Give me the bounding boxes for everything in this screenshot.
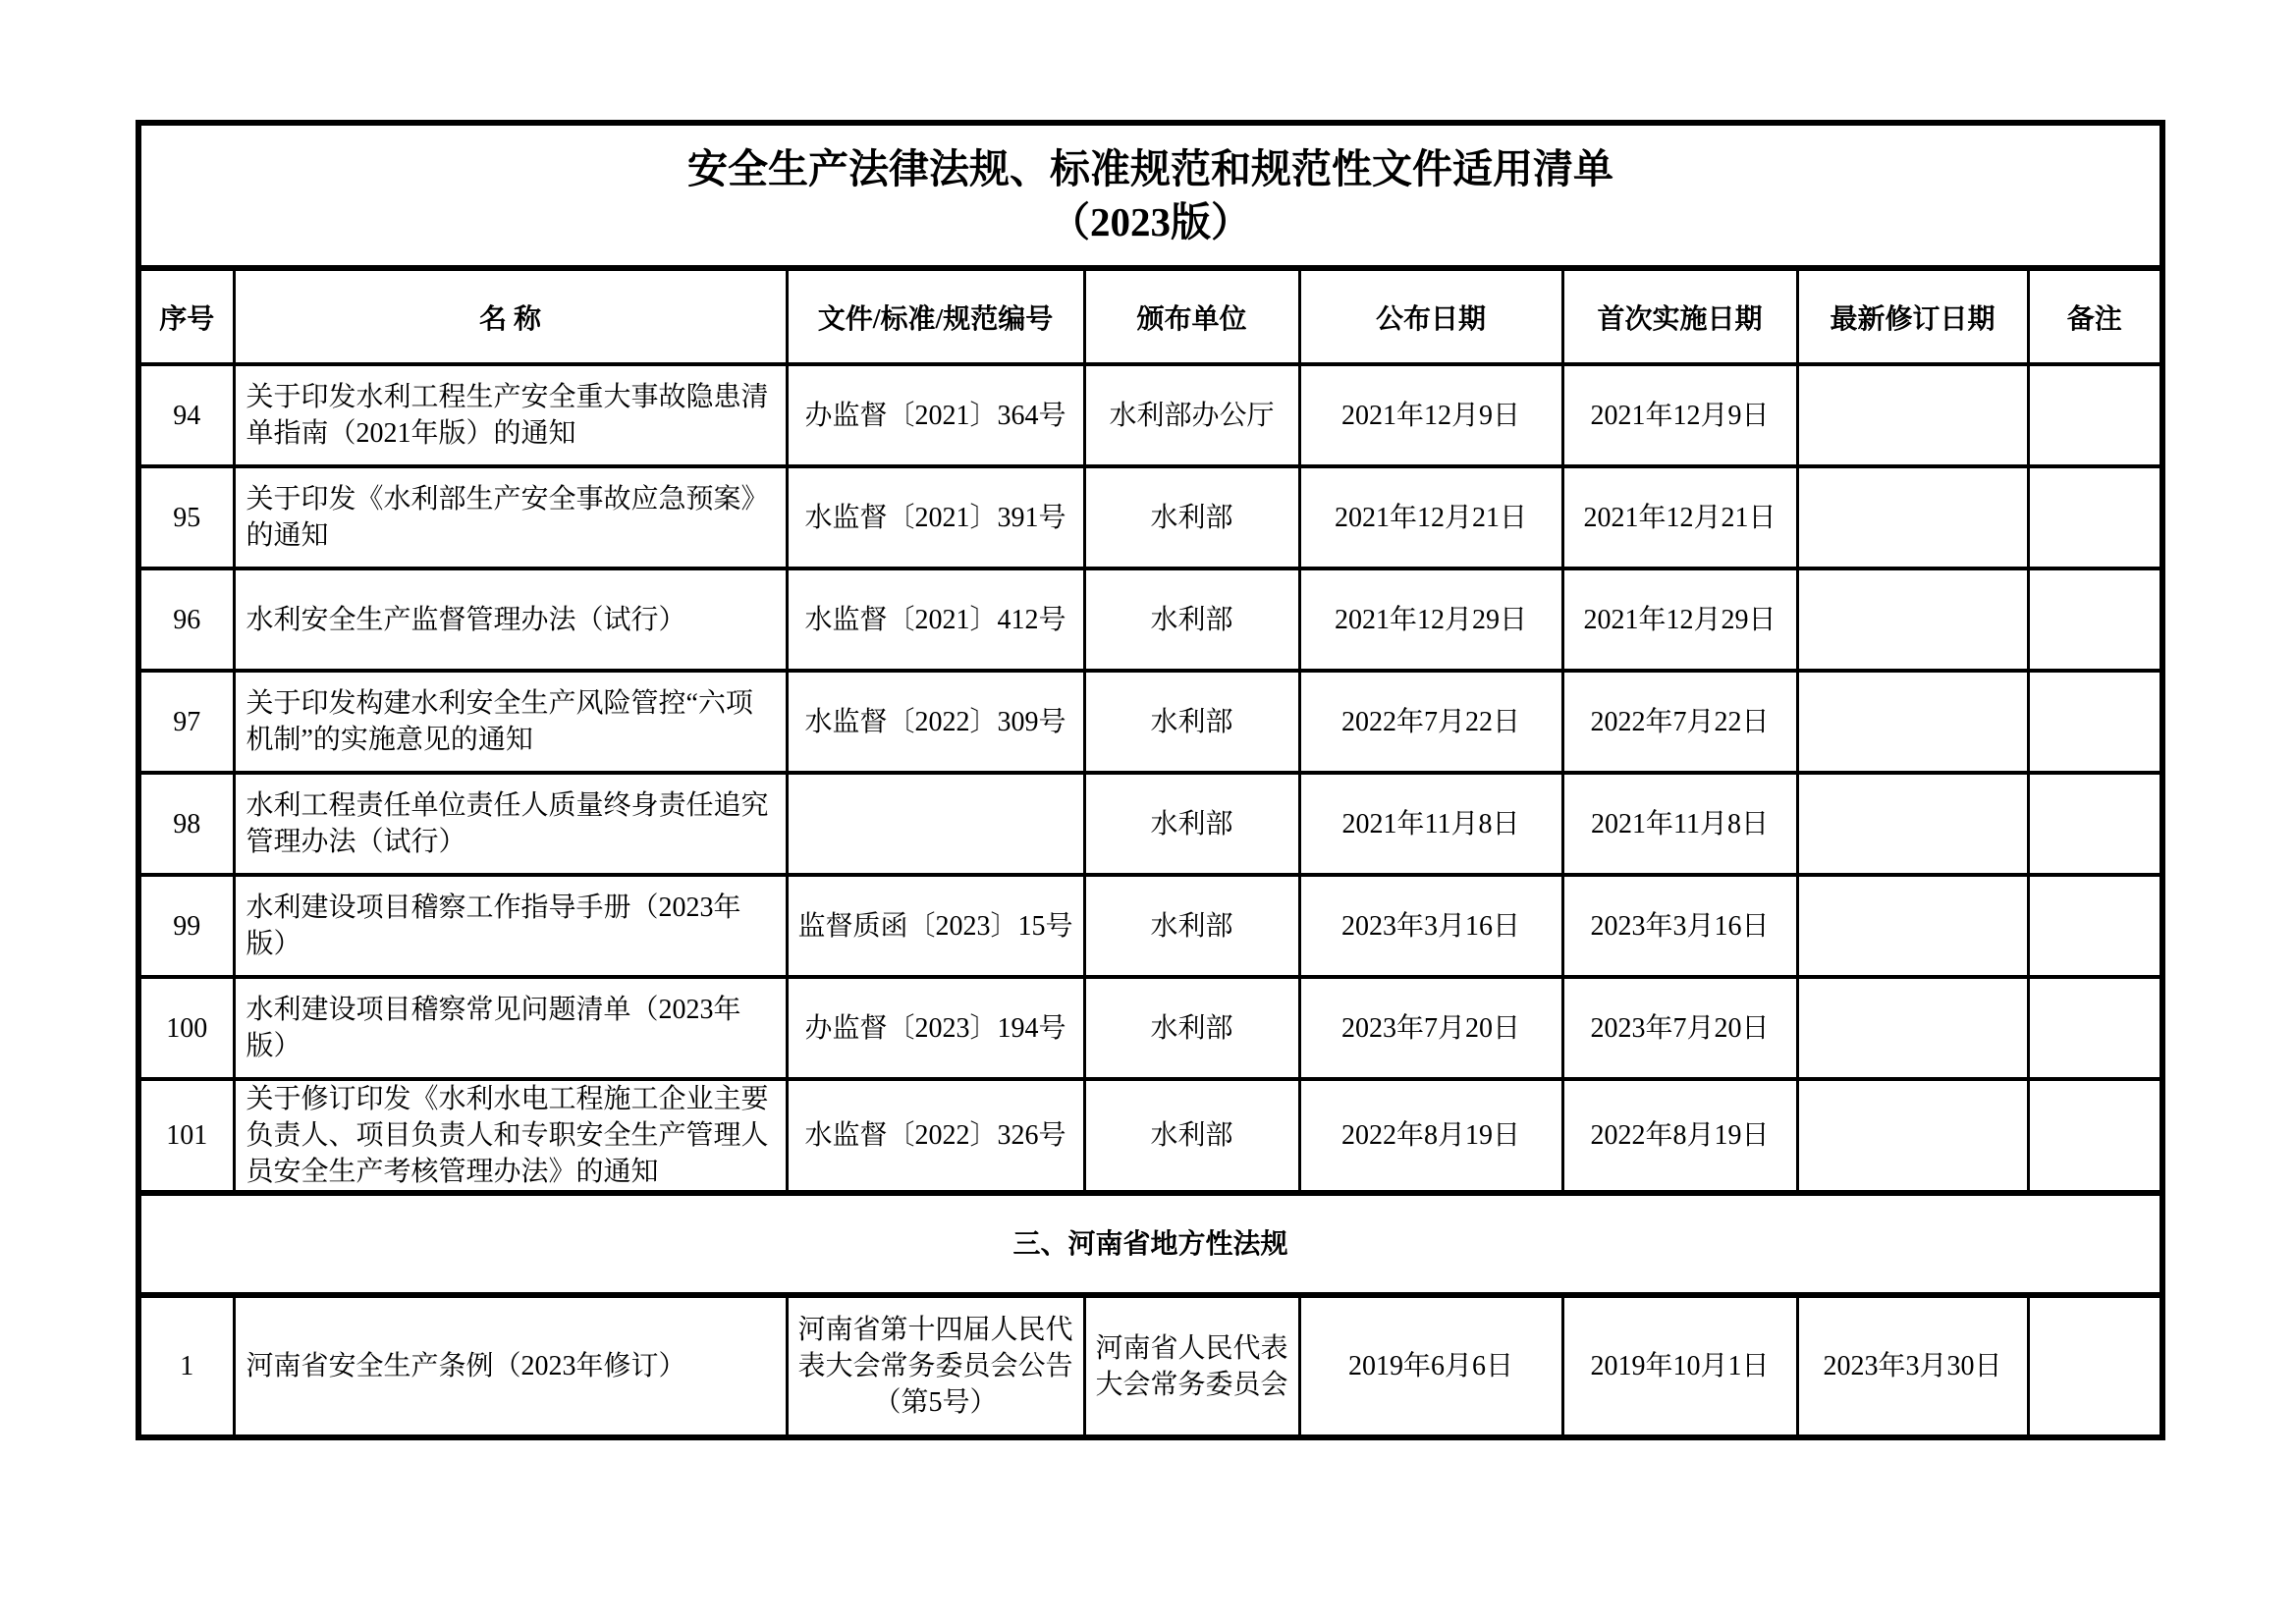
cell-regulation-name: 关于印发水利工程生产安全重大事故隐患清单指南（2021年版）的通知	[234, 364, 787, 466]
regulations-table	[136, 120, 2165, 1440]
title-row	[138, 123, 2162, 268]
table-row	[138, 773, 2162, 875]
cell-publish-date: 2022年8月19日	[1299, 1079, 1562, 1193]
cell-latest-revision-date	[1797, 773, 2028, 875]
cell-regulation-name: 水利安全生产监督管理办法（试行）	[234, 568, 787, 671]
cell-latest-revision-date	[1797, 364, 2028, 466]
cell-document-number: 办监督〔2023〕194号	[787, 977, 1084, 1079]
cell-publish-date: 2023年7月20日	[1299, 977, 1562, 1079]
cell-publish-date: 2022年7月22日	[1299, 671, 1562, 773]
cell-document-number: 水监督〔2021〕391号	[787, 466, 1084, 568]
table-row	[138, 875, 2162, 977]
column-header: 序号	[138, 268, 234, 364]
cell-document-number: 办监督〔2021〕364号	[787, 364, 1084, 466]
cell-remark	[2028, 364, 2162, 466]
column-header: 备注	[2028, 268, 2162, 364]
cell-first-implementation-date: 2022年8月19日	[1562, 1079, 1797, 1193]
cell-remark	[2028, 568, 2162, 671]
table-row	[138, 671, 2162, 773]
cell-document-number: 监督质函〔2023〕15号	[787, 875, 1084, 977]
cell-first-implementation-date: 2021年12月9日	[1562, 364, 1797, 466]
column-header: 名 称	[234, 268, 787, 364]
cell-remark	[2028, 977, 2162, 1079]
table-row	[138, 1295, 2162, 1437]
cell-remark	[2028, 1079, 2162, 1193]
cell-publish-date: 2019年6月6日	[1299, 1295, 1562, 1437]
cell-sequence-number: 96	[138, 568, 234, 671]
cell-remark	[2028, 1295, 2162, 1437]
cell-publish-date: 2021年12月29日	[1299, 568, 1562, 671]
column-header: 最新修订日期	[1797, 268, 2028, 364]
document-title-line1: 安全生产法律法规、标准规范和规范性文件适用清单	[687, 146, 1613, 191]
cell-sequence-number: 95	[138, 466, 234, 568]
cell-latest-revision-date	[1797, 1079, 2028, 1193]
cell-regulation-name: 河南省安全生产条例（2023年修订）	[234, 1295, 787, 1437]
cell-sequence-number: 99	[138, 875, 234, 977]
cell-issuing-unit: 水利部	[1084, 977, 1299, 1079]
cell-issuing-unit: 水利部	[1084, 466, 1299, 568]
cell-remark	[2028, 773, 2162, 875]
column-header: 颁布单位	[1084, 268, 1299, 364]
column-header: 文件/标准/规范编号	[787, 268, 1084, 364]
cell-issuing-unit: 水利部	[1084, 773, 1299, 875]
column-header: 公布日期	[1299, 268, 1562, 364]
cell-remark	[2028, 466, 2162, 568]
cell-latest-revision-date	[1797, 466, 2028, 568]
section-title: 三、河南省地方性法规	[138, 1193, 2162, 1295]
cell-issuing-unit: 水利部	[1084, 875, 1299, 977]
cell-sequence-number: 1	[138, 1295, 234, 1437]
cell-first-implementation-date: 2022年7月22日	[1562, 671, 1797, 773]
cell-first-implementation-date: 2021年12月21日	[1562, 466, 1797, 568]
cell-document-number	[787, 773, 1084, 875]
cell-issuing-unit: 河南省人民代表大会常务委员会	[1084, 1295, 1299, 1437]
table-row	[138, 1079, 2162, 1193]
cell-issuing-unit: 水利部	[1084, 1079, 1299, 1193]
cell-issuing-unit: 水利部	[1084, 568, 1299, 671]
cell-regulation-name: 水利工程责任单位责任人质量终身责任追究管理办法（试行）	[234, 773, 787, 875]
cell-publish-date: 2021年12月9日	[1299, 364, 1562, 466]
cell-publish-date: 2021年12月21日	[1299, 466, 1562, 568]
cell-sequence-number: 100	[138, 977, 234, 1079]
cell-latest-revision-date	[1797, 568, 2028, 671]
cell-regulation-name: 关于印发构建水利安全生产风险管控“六项机制”的实施意见的通知	[234, 671, 787, 773]
cell-sequence-number: 97	[138, 671, 234, 773]
document-title	[138, 123, 2162, 268]
cell-sequence-number: 94	[138, 364, 234, 466]
cell-publish-date: 2021年11月8日	[1299, 773, 1562, 875]
table-row	[138, 466, 2162, 568]
cell-first-implementation-date: 2023年7月20日	[1562, 977, 1797, 1079]
cell-remark	[2028, 671, 2162, 773]
column-header: 首次实施日期	[1562, 268, 1797, 364]
cell-first-implementation-date: 2023年3月16日	[1562, 875, 1797, 977]
cell-sequence-number: 98	[138, 773, 234, 875]
cell-sequence-number: 101	[138, 1079, 234, 1193]
cell-latest-revision-date	[1797, 875, 2028, 977]
cell-remark	[2028, 875, 2162, 977]
cell-publish-date: 2023年3月16日	[1299, 875, 1562, 977]
table-row	[138, 977, 2162, 1079]
cell-first-implementation-date: 2019年10月1日	[1562, 1295, 1797, 1437]
cell-document-number: 水监督〔2021〕412号	[787, 568, 1084, 671]
table-row	[138, 364, 2162, 466]
table-row	[138, 568, 2162, 671]
cell-latest-revision-date	[1797, 671, 2028, 773]
cell-regulation-name: 关于印发《水利部生产安全事故应急预案》的通知	[234, 466, 787, 568]
cell-document-number: 河南省第十四届人民代表大会常务委员会公告（第5号）	[787, 1295, 1084, 1437]
cell-regulation-name: 水利建设项目稽察常见问题清单（2023年版）	[234, 977, 787, 1079]
cell-regulation-name: 关于修订印发《水利水电工程施工企业主要负责人、项目负责人和专职安全生产管理人员安全生产考核管理办法》的通知	[234, 1079, 787, 1193]
cell-document-number: 水监督〔2022〕309号	[787, 671, 1084, 773]
cell-issuing-unit: 水利部办公厅	[1084, 364, 1299, 466]
cell-first-implementation-date: 2021年12月29日	[1562, 568, 1797, 671]
cell-first-implementation-date: 2021年11月8日	[1562, 773, 1797, 875]
cell-regulation-name: 水利建设项目稽察工作指导手册（2023年版）	[234, 875, 787, 977]
cell-latest-revision-date	[1797, 977, 2028, 1079]
document-title-line2: （2023版）	[1050, 199, 1251, 244]
cell-document-number: 水监督〔2022〕326号	[787, 1079, 1084, 1193]
column-header-row	[138, 268, 2162, 364]
cell-latest-revision-date: 2023年3月30日	[1797, 1295, 2028, 1437]
cell-issuing-unit: 水利部	[1084, 671, 1299, 773]
section-header-row	[138, 1193, 2162, 1295]
